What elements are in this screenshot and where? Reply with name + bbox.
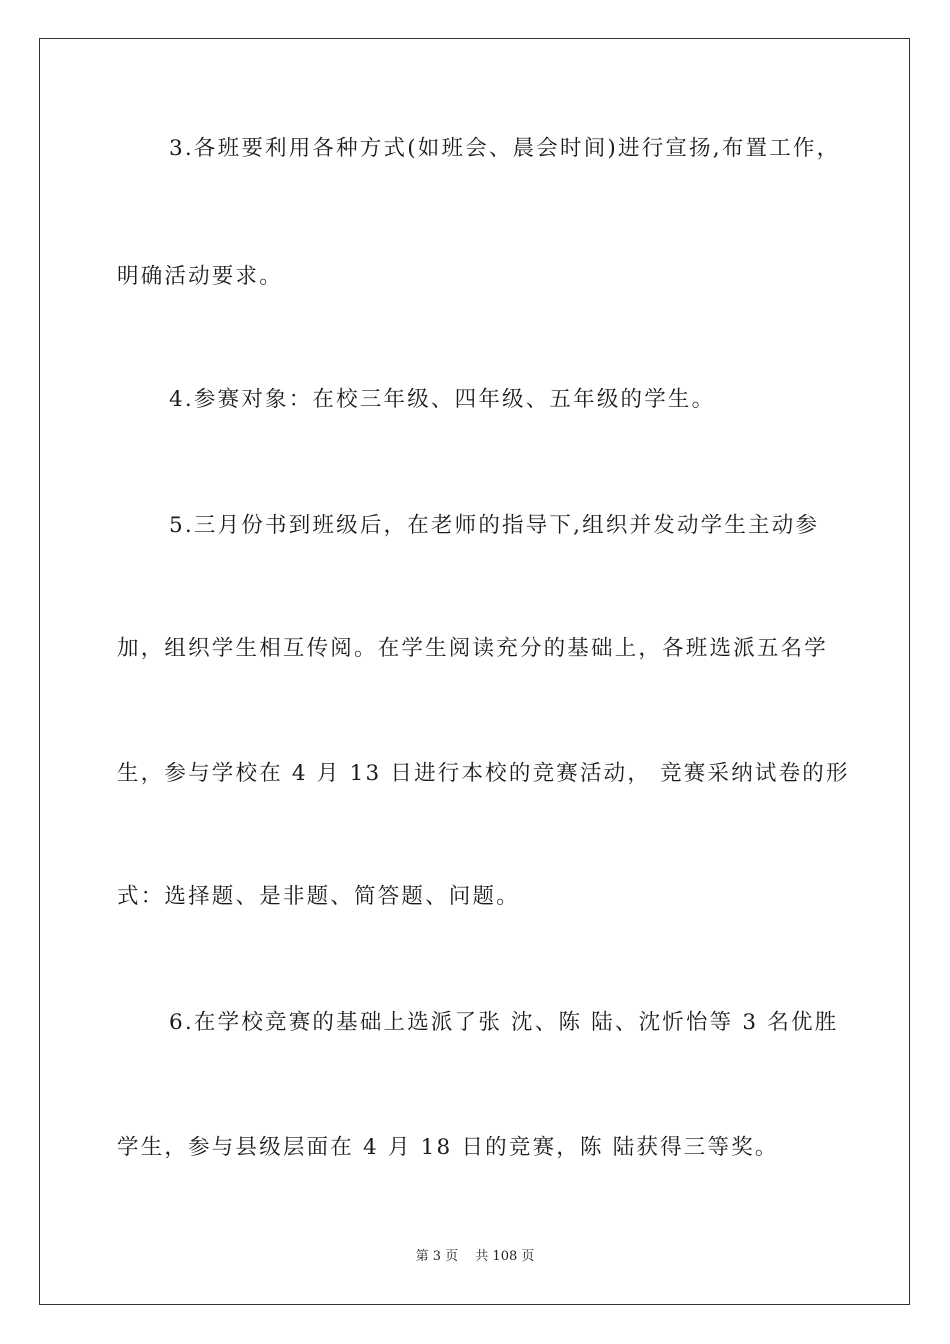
paragraph-5-line-1: 5.三月份书到班级后，在老师的指导下,组织并发动学生主动参	[169, 513, 820, 538]
paragraph-5-line-2: 加，组织学生相互传阅。在学生阅读充分的基础上，各班选派五名学	[117, 636, 829, 661]
page-border	[39, 38, 910, 1305]
paragraph-5-line-4: 式：选择题、是非题、简答题、问题。	[117, 884, 520, 909]
paragraph-6-line-2: 学生，参与县级层面在 4 月 18 日的竞赛，陈 陆获得三等奖。	[117, 1135, 779, 1160]
paragraph-5-line-3: 生，参与学校在 4 月 13 日进行本校的竞赛活动， 竞赛采纳试卷的形	[117, 761, 850, 786]
paragraph-4-line-1: 4.参赛对象：在校三年级、四年级、五年级的学生。	[169, 387, 716, 412]
paragraph-3-line-2: 明确活动要求。	[117, 264, 283, 289]
paragraph-3-line-1: 3.各班要利用各种方式(如班会、晨会时间)进行宣扬,布置工作，	[169, 136, 841, 161]
page-number-footer: 第 3 页 共 108 页	[415, 1249, 535, 1264]
paragraph-6-line-1: 6.在学校竞赛的基础上选派了张 沈、陈 陆、沈忻怡等 3 名优胜	[169, 1010, 839, 1035]
